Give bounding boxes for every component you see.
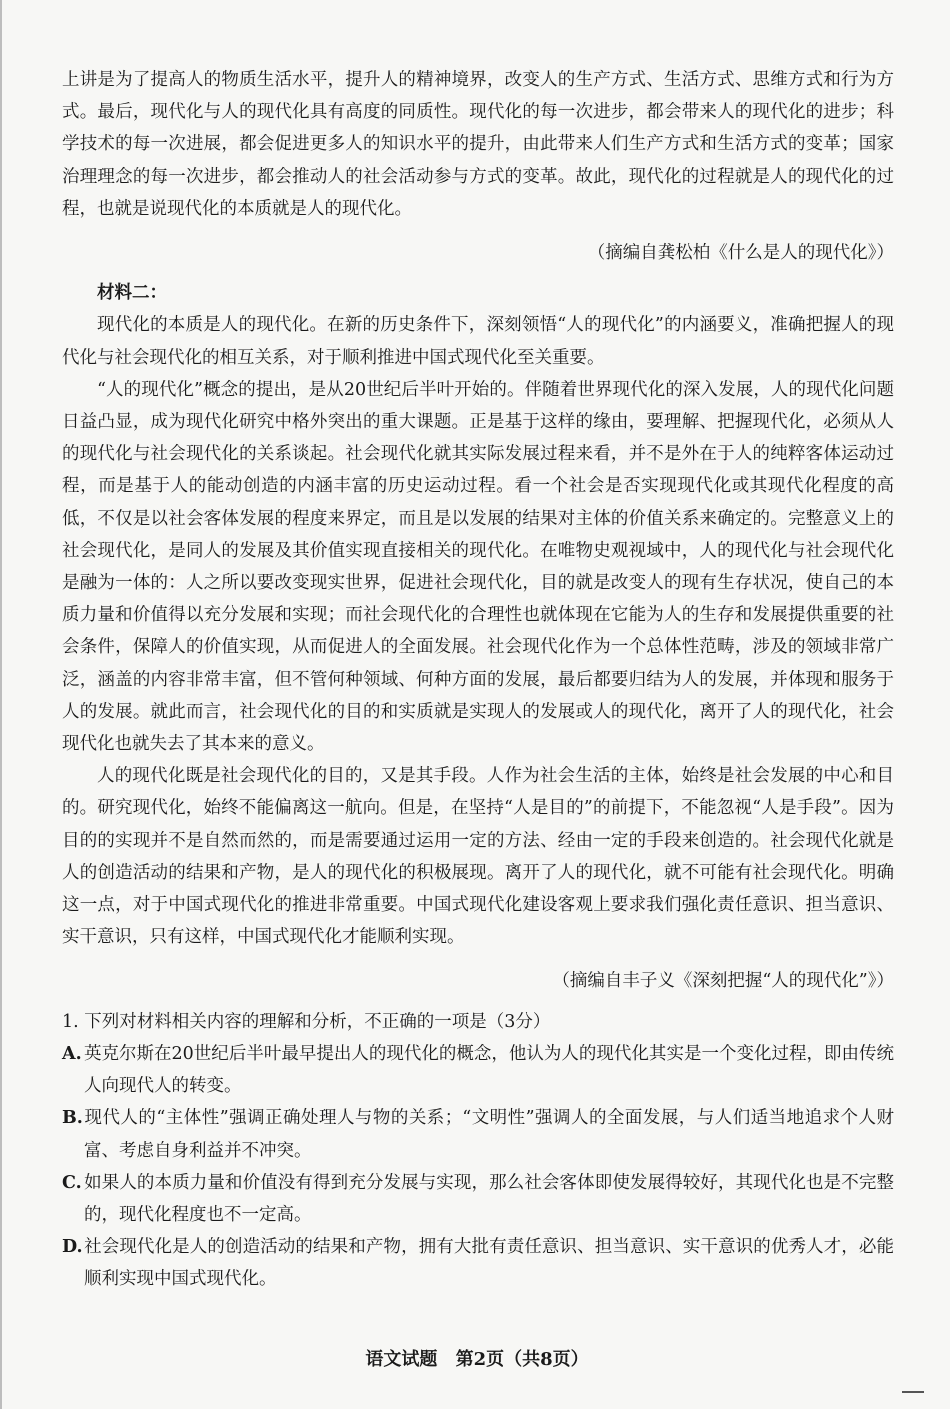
question-1-stem: 1. 下列对材料相关内容的理解和分析，不正确的一项是（3分） — [62, 1011, 551, 1032]
option-c-letter: C. — [62, 1172, 82, 1193]
material2-paragraph-3: 人的现代化既是社会现代化的目的，又是其手段。人作为社会生活的主体，始终是社会发展的中心和目的。研究现代化，始终不能偏离这一航向。但是，在坚持“人是目的”的前提下，不能忽视“人是手段”。因为目的的实现并不是自然而然的，而是需要通过运用一定的方法、经由一定的手段来创造的。社会现代化就是人的创造活动的结果和产物，是人的现代化的积极展现。离开了人的现代化，就不可能有社会现代化。明确这一点，对于中国式现代化的推进非常重要。中国式现代化建设客观上要求我们强化责任意识、担当意识、实干意识，只有这样，中国式现代化才能顺利实现。 — [62, 766, 894, 948]
material2-source: （摘编自丰子义《深刻把握“人的现代化”》） — [552, 971, 894, 992]
option-d-text: 社会现代化是人的创造活动的结果和产物，拥有大批有责任意识、担当意识、实干意识的优秀人才，必能顺利实现中国式现代化。 — [84, 1237, 894, 1290]
option-b-letter: B. — [62, 1108, 83, 1129]
material1-source: （摘编自龚松柏《什么是人的现代化》） — [587, 243, 894, 264]
option-c-text: 如果人的本质力量和价值没有得到充分发展与实现，那么社会客体即使发展得较好，其现代化也是不完整的，现代化程度也不一定高。 — [84, 1172, 894, 1225]
footer-page-number: 第2页（共8页） — [455, 1349, 589, 1370]
footer-subject: 语文试题 — [365, 1349, 438, 1370]
option-b-text: 现代人的“主体性”强调正确处理人与物的关系；“文明性”强调人的全面发展，与人们适当地追求个人财富、考虑自身利益并不冲突。 — [84, 1108, 894, 1161]
page-content — [62, 64, 894, 1296]
material2-paragraph-2: “人的现代化”概念的提出，是从20世纪后半叶开始的。伴随着世界现代化的深入发展，人的现代化问题日益凸显，成为现代化研究中格外突出的重大课题。正是基于这样的缘由，要理解、把握现代化，必须从人的现代化与社会现代化的关系谈起。社会现代化就其实际发展过程来看，并不是外在于人的纯粹客体运动过程，而是基于人的能动创造的内涵丰富的历史运动过程。看一个社会是否实现现代化或其现代化程度的高低，不仅是以社会客体发展的程度来界定，而且是以发展的结果对主体的价值关系来确定的。完整意义上的社会现代化，是同人的发展及其价值实现直接相关的现代化。在唯物史观视域中，人的现代化与社会现代化是融为一体的：人之所以要改变现实世界，促进社会现代化，目的就是改变人的现有生存状况，使自己的本质力量和价值得以充分发展和实现；而社会现代化的合理性也就体现在它能为人的生存和发展提供重要的社会条件，保障人的价值实现，从而促进人的全面发展。社会现代化作为一个总体性范畴，涉及的领域非常广泛，涵盖的内容非常丰富，但不管何种领域、何种方面的发展，最后都要归结为人的发展，并体现和服务于人的发展。就此而言，社会现代化的目的和实质就是实现人的发展或人的现代化，离开了人的现代化，社会现代化也就失去了其本来的意义。 — [62, 379, 894, 755]
page-footer — [2, 1345, 950, 1371]
material1-continued-paragraph: 上讲是为了提高人的物质生活水平，提升人的精神境界，改变人的生产方式、生活方式、思维方式和行为方式。最后，现代化与人的现代化具有高度的同质性。现代化的每一次进步，都会带来人的现代化的进步；科学技术的每一次进展，都会促进更多人的知识水平的提升，由此带来人们生产方式和生活方式的变革；国家治理理念的每一次进步，都会推动人的社会活动参与方式的变革。故此，现代化的过程就是人的现代化的过程，也就是说现代化的本质就是人的现代化。 — [62, 70, 894, 219]
material2-paragraph-1: 现代化的本质是人的现代化。在新的历史条件下，深刻领悟“人的现代化”的内涵要义，准确把握人的现代化与社会现代化的相互关系，对于顺利推进中国式现代化至关重要。 — [62, 315, 894, 368]
option-a-letter: A. — [62, 1043, 82, 1064]
corner-mark — [902, 1391, 924, 1393]
option-c[interactable] — [62, 1167, 894, 1231]
option-d[interactable] — [62, 1231, 894, 1295]
option-a[interactable] — [62, 1038, 894, 1102]
option-b[interactable] — [62, 1102, 894, 1166]
question-1 — [62, 1006, 894, 1296]
option-a-text: 英克尔斯在20世纪后半叶最早提出人的现代化的概念，他认为人的现代化其实是一个变化过程，即由传统人向现代人的转变。 — [84, 1043, 894, 1097]
material2-heading: 材料二： — [97, 283, 167, 304]
option-d-letter: D. — [62, 1237, 83, 1258]
